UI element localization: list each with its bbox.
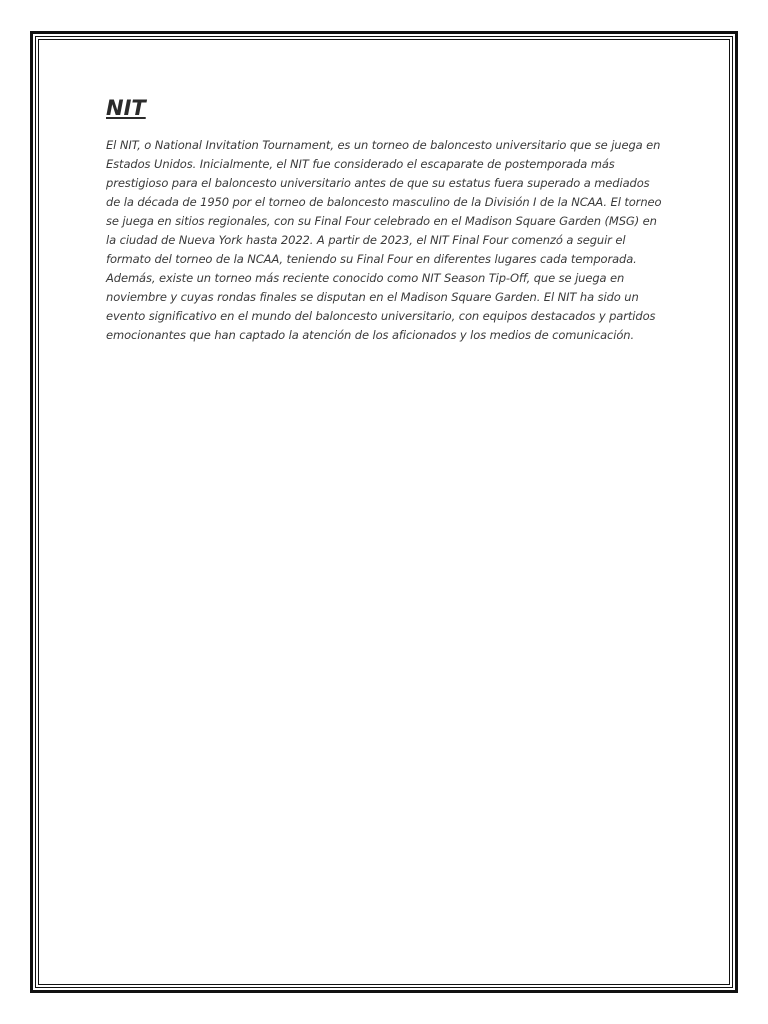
- document-body-paragraph: El NIT, o National Invitation Tournament, es un torneo de baloncesto universitario que se juega en Estados Unidos. Inicialmente, el NIT fue considerado el escaparate de postemporada más prestigioso para el baloncesto universitario antes de que su estatus fuera superado a mediados de la década de 1950 por el torneo de baloncesto masculino de la División I de la NCAA. El torneo se juega en sitios regionales, con su Final Four celebrado en el Madison Square Garden (MSG) en la ciudad de Nueva York hasta 2022. A partir de 2023, el NIT Final Four comenzó a seguir el formato del torneo de la NCAA, teniendo su Final Four en diferentes lugares cada temporada. Además, existe un torneo más reciente conocido como NIT Season Tip-Off, que se juega en noviembre y cuyas rondas finales se disputan en el Madison Square Garden. El NIT ha sido un evento significativo en el mundo del baloncesto universitario, con equipos destacados y partidos emocionantes que han captado la atención de los aficionados y los medios de comunicación.: [106, 138, 662, 342]
- document-content: [106, 94, 662, 345]
- document-title: NIT: [106, 96, 146, 120]
